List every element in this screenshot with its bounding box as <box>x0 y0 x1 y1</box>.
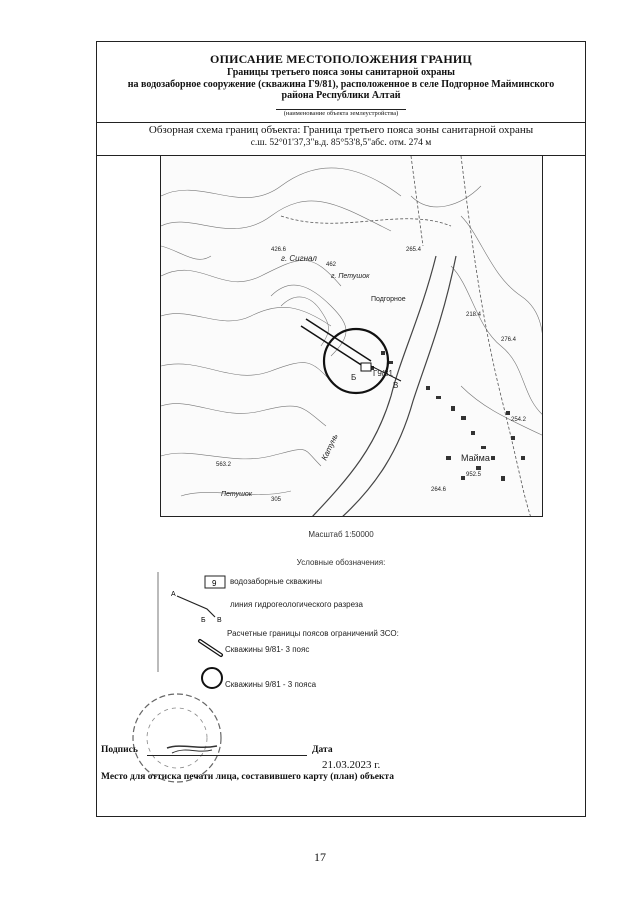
map-scale: Масштаб 1:50000 <box>308 530 374 539</box>
map-elevation-4: 218.4 <box>466 312 482 318</box>
map-label-mayma: Майма <box>461 453 490 463</box>
header-line-2: на водозаборное сооружение (скважина Г9/81), расположенное в селе Подгорное Майминского <box>127 78 555 90</box>
header-line-1: Границы третьего пояса зоны санитарной охраны <box>226 67 455 78</box>
schema-heading <box>97 124 585 150</box>
signature-line <box>147 755 307 756</box>
map-elevation-5: 276.4 <box>501 337 517 343</box>
legend-belt-circle: Скважины 9/81 - 3 пояса <box>225 680 317 689</box>
header-note: (наименование объекта землеустройства) <box>276 109 407 117</box>
map-elevation-8: 952.5 <box>466 472 482 478</box>
map-elevation-1: 265.4 <box>406 247 422 253</box>
signature-label: Подпись <box>101 745 138 755</box>
map-drawing <box>161 156 543 517</box>
legend-section: линия гидрогеологического разреза <box>230 600 363 609</box>
legend-label-b: Б <box>201 617 206 624</box>
legend-margin-line <box>157 572 159 672</box>
well-symbol-text: 9 <box>212 579 217 588</box>
map-elevation-10: 305 <box>271 497 282 503</box>
map-label-well: Г9/81 <box>373 369 393 378</box>
belt-line-icon <box>197 637 227 659</box>
legend-title: Условные обозначения: <box>296 558 386 567</box>
schema-coordinates: с.ш. 52°01'37,3"в.д. 85°53'8,5"абс. отм. 274 м <box>250 138 432 148</box>
legend-boundaries: Расчетные границы поясов ограничений ЗСО: <box>227 629 399 638</box>
header-line-3: района Республики Алтай <box>281 90 401 101</box>
legend-label-v: В <box>217 617 222 624</box>
map-elevation-7: 563.2 <box>216 462 232 468</box>
date-value: 21.03.2023 г. <box>322 759 381 771</box>
legend-wells: водозаборные скважины <box>230 577 322 586</box>
map-label-b: Б <box>351 373 357 382</box>
map-label-katun: Катунь <box>319 432 340 462</box>
map-label-petushok: г. Петушок <box>331 273 370 280</box>
map-elevation-6: 254.2 <box>511 417 527 423</box>
document-frame <box>96 41 586 817</box>
map-elevation-9: 264.6 <box>431 487 447 493</box>
document-title: ОПИСАНИЕ МЕСТОПОЛОЖЕНИЯ ГРАНИЦ <box>210 52 472 66</box>
map-elevation-2: 426.6 <box>271 247 287 253</box>
overview-map <box>160 155 543 517</box>
stamp-place-label: Место для оттиска печати лица, составившего карту (план) объекта <box>101 772 394 782</box>
map-label-petushok-2: Петушок <box>221 491 253 498</box>
map-label-v: В <box>393 381 399 390</box>
page-number: 17 <box>314 850 326 864</box>
legend-label-a: А <box>171 591 176 598</box>
map-elevation-3: 462 <box>326 262 337 268</box>
map-label-signal: г. Сигнал <box>281 254 317 263</box>
document-header <box>97 42 585 123</box>
section-line-icon <box>167 587 227 627</box>
date-label: Дата <box>312 745 333 755</box>
legend-belt-line: Скважины 9/81- 3 пояс <box>225 645 310 654</box>
map-label-podgornoe: Подгорное <box>371 296 406 303</box>
schema-title: Обзорная схема границ объекта: Граница третьего пояса зоны санитарной охраны <box>148 124 534 136</box>
